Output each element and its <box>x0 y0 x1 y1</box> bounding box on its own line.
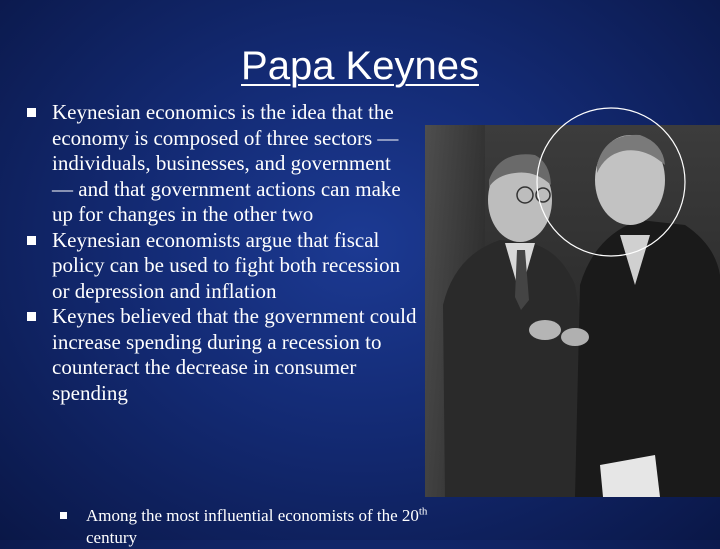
square-bullet-icon <box>27 108 36 117</box>
keynes-photo <box>425 125 720 497</box>
bullet-text: Keynesian economics is the idea that the economy is composed of three sectors — individuals, businesses, and government — and that government actions can make up for changes in the other two <box>52 100 401 226</box>
bullet-list <box>22 100 417 406</box>
square-bullet-icon <box>27 312 36 321</box>
bullet-item <box>22 100 417 228</box>
bullet-text: Keynes believed that the government could increase spending during a recession to counteract the decrease in consumer spending <box>52 304 417 405</box>
bullet-item <box>22 304 417 406</box>
bullet-item <box>22 228 417 305</box>
sub-bullet-item <box>60 505 446 549</box>
square-bullet-icon <box>27 236 36 245</box>
square-bullet-icon <box>60 512 67 519</box>
sub-bullet-text: Among the most influential economists of the 20 <box>86 506 419 525</box>
sub-bullet-text-end: century <box>86 528 137 547</box>
slide-title: Papa Keynes <box>241 44 479 88</box>
bullet-text: Keynesian economists argue that fiscal policy can be used to fight both recession or depression and inflation <box>52 227 401 303</box>
superscript: th <box>418 505 428 518</box>
